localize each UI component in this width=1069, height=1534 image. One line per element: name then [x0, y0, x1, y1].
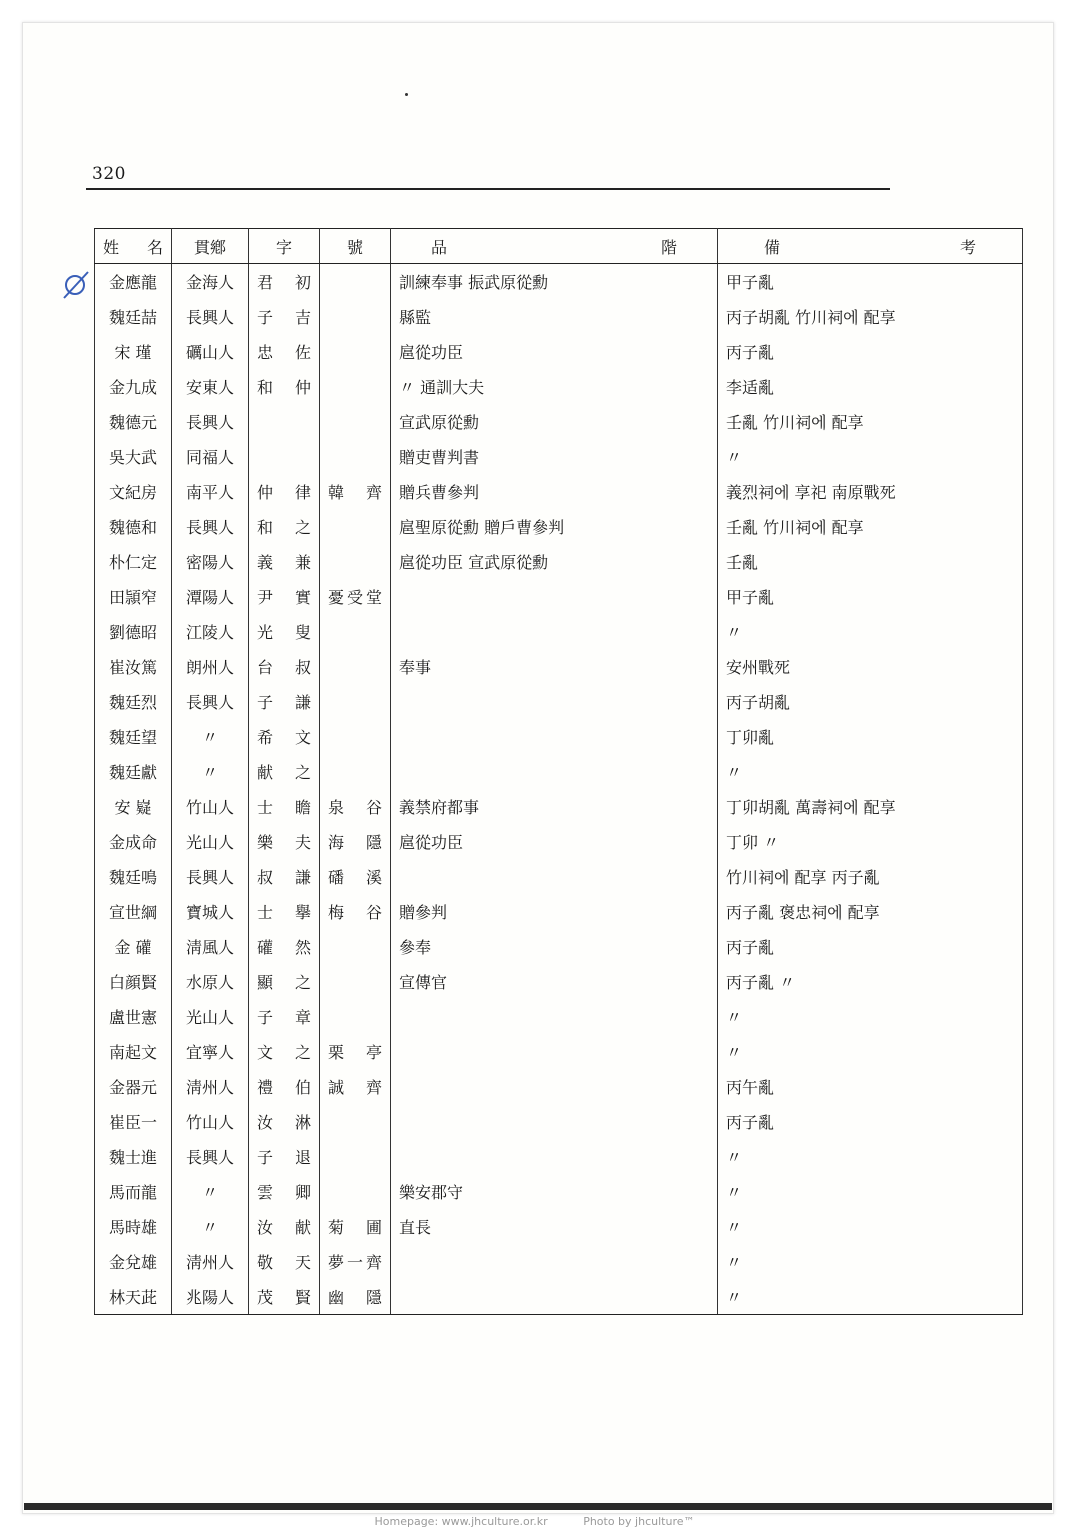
cell-pen-name — [320, 964, 391, 999]
cell-hometown: 長興人 — [172, 299, 249, 334]
cell-remarks: 〃 — [718, 614, 1023, 649]
table-row — [95, 544, 1023, 579]
cell-courtesy-name: 尹實 — [249, 579, 320, 614]
cell-pen-name: 幽隱 — [320, 1279, 391, 1315]
cell-remarks: 甲子亂 — [718, 579, 1023, 614]
cell-pen-name — [320, 649, 391, 684]
cell-courtesy-name: 子謙 — [249, 684, 320, 719]
cell-remarks: 丙子亂 — [718, 1104, 1023, 1139]
cell-hometown: 潭陽人 — [172, 579, 249, 614]
table-row — [95, 929, 1023, 964]
cell-remarks: 〃 — [718, 1139, 1023, 1174]
cell-hometown: 光山人 — [172, 999, 249, 1034]
cell-name: 馬時雄 — [95, 1209, 172, 1244]
table-row — [95, 964, 1023, 999]
cell-remarks: 壬亂 竹川祠에 配享 — [718, 404, 1023, 439]
cell-rank: 樂安郡守 — [391, 1174, 718, 1209]
cell-hometown: 長興人 — [172, 509, 249, 544]
cell-pen-name — [320, 509, 391, 544]
table-row — [95, 684, 1023, 719]
register-table — [94, 228, 1023, 1315]
cell-remarks: 丁卯 〃 — [718, 824, 1023, 859]
table-row — [95, 894, 1023, 929]
cell-courtesy-name: 禮伯 — [249, 1069, 320, 1104]
cell-pen-name: 梅谷 — [320, 894, 391, 929]
cell-hometown: 長興人 — [172, 1139, 249, 1174]
header-name: 姓名 — [95, 229, 172, 264]
cell-pen-name — [320, 439, 391, 474]
cell-courtesy-name — [249, 439, 320, 474]
table-row — [95, 1034, 1023, 1069]
cell-courtesy-name: 子章 — [249, 999, 320, 1034]
cell-name: 魏士進 — [95, 1139, 172, 1174]
cell-hometown: 朗州人 — [172, 649, 249, 684]
cell-pen-name — [320, 1104, 391, 1139]
cell-name: 馬而龍 — [95, 1174, 172, 1209]
cell-name: 金兌雄 — [95, 1244, 172, 1279]
cell-courtesy-name: 台叔 — [249, 649, 320, 684]
cell-name: 金 礶 — [95, 929, 172, 964]
cell-remarks: 甲子亂 — [718, 264, 1023, 300]
cell-pen-name — [320, 719, 391, 754]
cell-courtesy-name: 茂賢 — [249, 1279, 320, 1315]
cell-hometown: 礪山人 — [172, 334, 249, 369]
cell-name: 金成命 — [95, 824, 172, 859]
page-number: 320 — [92, 164, 126, 184]
cell-remarks: 壬亂 — [718, 544, 1023, 579]
cell-remarks: 〃 — [718, 1209, 1023, 1244]
cell-hometown: 淸州人 — [172, 1244, 249, 1279]
cell-courtesy-name: 士瞻 — [249, 789, 320, 824]
cell-pen-name — [320, 614, 391, 649]
cell-name: 林天茈 — [95, 1279, 172, 1315]
header-courtesy-name: 字 — [249, 229, 320, 264]
cell-name: 朴仁定 — [95, 544, 172, 579]
cell-name: 金應龍 — [95, 264, 172, 300]
cell-pen-name — [320, 754, 391, 789]
cell-name: 宋 瑾 — [95, 334, 172, 369]
pen-check-mark-icon — [60, 268, 92, 300]
cell-rank: 奉事 — [391, 649, 718, 684]
cell-hometown: 江陵人 — [172, 614, 249, 649]
footer — [0, 1515, 1069, 1528]
cell-remarks: 〃 — [718, 1244, 1023, 1279]
cell-hometown: 竹山人 — [172, 789, 249, 824]
cell-remarks: 〃 — [718, 999, 1023, 1034]
footer-photo-credit: Photo by jhculture™ — [583, 1515, 695, 1528]
cell-name: 魏德和 — [95, 509, 172, 544]
cell-courtesy-name: 君初 — [249, 264, 320, 300]
cell-rank: 〃 通訓大夫 — [391, 369, 718, 404]
cell-hometown: 長興人 — [172, 859, 249, 894]
cell-courtesy-name: 礶然 — [249, 929, 320, 964]
cell-pen-name: 誠齊 — [320, 1069, 391, 1104]
cell-remarks: 丙子亂 褒忠祠에 配享 — [718, 894, 1023, 929]
cell-hometown: 〃 — [172, 754, 249, 789]
cell-courtesy-name: 雲卿 — [249, 1174, 320, 1209]
cell-hometown: 竹山人 — [172, 1104, 249, 1139]
table-row — [95, 509, 1023, 544]
cell-name: 田頴窄 — [95, 579, 172, 614]
table-row — [95, 334, 1023, 369]
cell-rank: 扈從功臣 — [391, 334, 718, 369]
cell-remarks: 丙子亂 — [718, 334, 1023, 369]
table-row — [95, 1244, 1023, 1279]
cell-name: 劉德昭 — [95, 614, 172, 649]
cell-rank — [391, 754, 718, 789]
cell-pen-name — [320, 999, 391, 1034]
table-row — [95, 719, 1023, 754]
cell-rank: 縣監 — [391, 299, 718, 334]
table-row — [95, 789, 1023, 824]
cell-pen-name: 韓齊 — [320, 474, 391, 509]
cell-pen-name — [320, 1174, 391, 1209]
cell-pen-name — [320, 1139, 391, 1174]
cell-name: 金九成 — [95, 369, 172, 404]
header-rule — [86, 188, 890, 190]
cell-rank: 義禁府都事 — [391, 789, 718, 824]
cell-hometown: 〃 — [172, 1174, 249, 1209]
cell-rank — [391, 684, 718, 719]
cell-remarks: 丁卯亂 — [718, 719, 1023, 754]
cell-remarks: 丙午亂 — [718, 1069, 1023, 1104]
cell-remarks: 安州戰死 — [718, 649, 1023, 684]
cell-hometown: 〃 — [172, 719, 249, 754]
cell-rank — [391, 1279, 718, 1315]
header-remarks: 備考 — [718, 229, 1023, 264]
cell-rank: 訓練奉事 振武原從勳 — [391, 264, 718, 300]
header-pen-name: 號 — [320, 229, 391, 264]
cell-rank — [391, 614, 718, 649]
cell-name: 魏德元 — [95, 404, 172, 439]
cell-hometown: 兆陽人 — [172, 1279, 249, 1315]
cell-rank — [391, 719, 718, 754]
header-hometown: 貫鄕 — [172, 229, 249, 264]
table-row — [95, 299, 1023, 334]
cell-rank: 扈聖原從勳 贈戶曹參判 — [391, 509, 718, 544]
table-row — [95, 1279, 1023, 1315]
cell-name: 盧世憲 — [95, 999, 172, 1034]
footer-homepage: Homepage: www.jhculture.or.kr — [374, 1515, 548, 1528]
cell-name: 南起文 — [95, 1034, 172, 1069]
cell-pen-name: 夢一齊 — [320, 1244, 391, 1279]
cell-rank: 扈從功臣 宣武原從勳 — [391, 544, 718, 579]
cell-rank: 贈吏曹判書 — [391, 439, 718, 474]
cell-remarks: 〃 — [718, 1279, 1023, 1315]
cell-hometown: 〃 — [172, 1209, 249, 1244]
cell-pen-name — [320, 299, 391, 334]
cell-rank: 宣傳官 — [391, 964, 718, 999]
cell-remarks: 丙子亂 〃 — [718, 964, 1023, 999]
cell-rank — [391, 1104, 718, 1139]
cell-remarks: 丙子胡亂 — [718, 684, 1023, 719]
cell-rank — [391, 579, 718, 614]
cell-name: 宣世綱 — [95, 894, 172, 929]
cell-hometown: 寶城人 — [172, 894, 249, 929]
table-row — [95, 614, 1023, 649]
cell-name: 安 嶷 — [95, 789, 172, 824]
cell-courtesy-name: 汝淋 — [249, 1104, 320, 1139]
cell-rank — [391, 859, 718, 894]
cell-hometown: 長興人 — [172, 684, 249, 719]
header-rank: 品階 — [391, 229, 718, 264]
cell-pen-name: 海隱 — [320, 824, 391, 859]
table-row — [95, 404, 1023, 439]
cell-name: 金器元 — [95, 1069, 172, 1104]
cell-name: 吳大武 — [95, 439, 172, 474]
cell-pen-name — [320, 929, 391, 964]
table-row — [95, 474, 1023, 509]
cell-name: 白顔賢 — [95, 964, 172, 999]
cell-rank: 直長 — [391, 1209, 718, 1244]
table-row — [95, 369, 1023, 404]
cell-courtesy-name: 叔謙 — [249, 859, 320, 894]
cell-pen-name — [320, 544, 391, 579]
table-row — [95, 1209, 1023, 1244]
cell-courtesy-name: 献之 — [249, 754, 320, 789]
table-body — [95, 264, 1023, 1315]
table-row — [95, 439, 1023, 474]
cell-pen-name — [320, 369, 391, 404]
cell-rank: 宣武原從勳 — [391, 404, 718, 439]
cell-pen-name — [320, 264, 391, 300]
cell-remarks: 丁卯胡亂 萬壽祠에 配享 — [718, 789, 1023, 824]
cell-rank: 參奉 — [391, 929, 718, 964]
cell-courtesy-name: 和之 — [249, 509, 320, 544]
bottom-scan-edge — [24, 1503, 1052, 1510]
cell-hometown: 宜寧人 — [172, 1034, 249, 1069]
cell-remarks: 〃 — [718, 1174, 1023, 1209]
cell-remarks: 〃 — [718, 1034, 1023, 1069]
cell-courtesy-name: 汝献 — [249, 1209, 320, 1244]
cell-remarks: 丙子亂 — [718, 929, 1023, 964]
cell-pen-name: 菊圃 — [320, 1209, 391, 1244]
cell-courtesy-name: 光叟 — [249, 614, 320, 649]
cell-hometown: 金海人 — [172, 264, 249, 300]
table-row — [95, 579, 1023, 614]
cell-pen-name — [320, 334, 391, 369]
cell-courtesy-name: 子吉 — [249, 299, 320, 334]
cell-pen-name: 憂受堂 — [320, 579, 391, 614]
cell-remarks: 〃 — [718, 754, 1023, 789]
table-header-row — [95, 229, 1023, 264]
cell-courtesy-name: 顯之 — [249, 964, 320, 999]
cell-pen-name: 泉谷 — [320, 789, 391, 824]
cell-courtesy-name: 仲律 — [249, 474, 320, 509]
cell-courtesy-name: 敬天 — [249, 1244, 320, 1279]
table-row — [95, 1139, 1023, 1174]
cell-courtesy-name: 希文 — [249, 719, 320, 754]
cell-hometown: 南平人 — [172, 474, 249, 509]
cell-remarks: 〃 — [718, 439, 1023, 474]
cell-courtesy-name: 和仲 — [249, 369, 320, 404]
cell-hometown: 光山人 — [172, 824, 249, 859]
cell-rank: 贈參判 — [391, 894, 718, 929]
table-row — [95, 859, 1023, 894]
cell-courtesy-name: 樂夫 — [249, 824, 320, 859]
cell-courtesy-name: 義兼 — [249, 544, 320, 579]
cell-hometown: 水原人 — [172, 964, 249, 999]
cell-hometown: 淸州人 — [172, 1069, 249, 1104]
cell-pen-name: 栗亭 — [320, 1034, 391, 1069]
cell-hometown: 同福人 — [172, 439, 249, 474]
cell-rank — [391, 999, 718, 1034]
cell-name: 崔臣一 — [95, 1104, 172, 1139]
cell-courtesy-name: 子退 — [249, 1139, 320, 1174]
table-row — [95, 1104, 1023, 1139]
cell-hometown: 密陽人 — [172, 544, 249, 579]
cell-rank: 扈從功臣 — [391, 824, 718, 859]
cell-courtesy-name: 文之 — [249, 1034, 320, 1069]
cell-rank: 贈兵曹參判 — [391, 474, 718, 509]
cell-hometown: 長興人 — [172, 404, 249, 439]
table-row — [95, 649, 1023, 684]
cell-name: 魏廷望 — [95, 719, 172, 754]
cell-name: 魏廷烈 — [95, 684, 172, 719]
table-row — [95, 824, 1023, 859]
table-row — [95, 1174, 1023, 1209]
cell-rank — [391, 1139, 718, 1174]
cell-rank — [391, 1069, 718, 1104]
cell-remarks: 李适亂 — [718, 369, 1023, 404]
cell-remarks: 丙子胡亂 竹川祠에 配享 — [718, 299, 1023, 334]
cell-courtesy-name: 士擧 — [249, 894, 320, 929]
table-row — [95, 754, 1023, 789]
cell-name: 魏廷鳴 — [95, 859, 172, 894]
cell-name: 魏廷獻 — [95, 754, 172, 789]
cell-remarks: 竹川祠에 配享 丙子亂 — [718, 859, 1023, 894]
table-row — [95, 1069, 1023, 1104]
cell-courtesy-name — [249, 404, 320, 439]
cell-pen-name: 磻溪 — [320, 859, 391, 894]
cell-courtesy-name: 忠佐 — [249, 334, 320, 369]
cell-remarks: 壬亂 竹川祠에 配享 — [718, 509, 1023, 544]
table-row — [95, 999, 1023, 1034]
cell-name: 文紀房 — [95, 474, 172, 509]
cell-name: 崔汝篤 — [95, 649, 172, 684]
scan-speck — [405, 93, 408, 96]
cell-rank — [391, 1034, 718, 1069]
cell-pen-name — [320, 684, 391, 719]
cell-hometown: 安東人 — [172, 369, 249, 404]
table-row — [95, 264, 1023, 300]
cell-rank — [391, 1244, 718, 1279]
cell-name: 魏廷喆 — [95, 299, 172, 334]
cell-pen-name — [320, 404, 391, 439]
cell-hometown: 淸風人 — [172, 929, 249, 964]
cell-remarks: 義烈祠에 享祀 南原戰死 — [718, 474, 1023, 509]
